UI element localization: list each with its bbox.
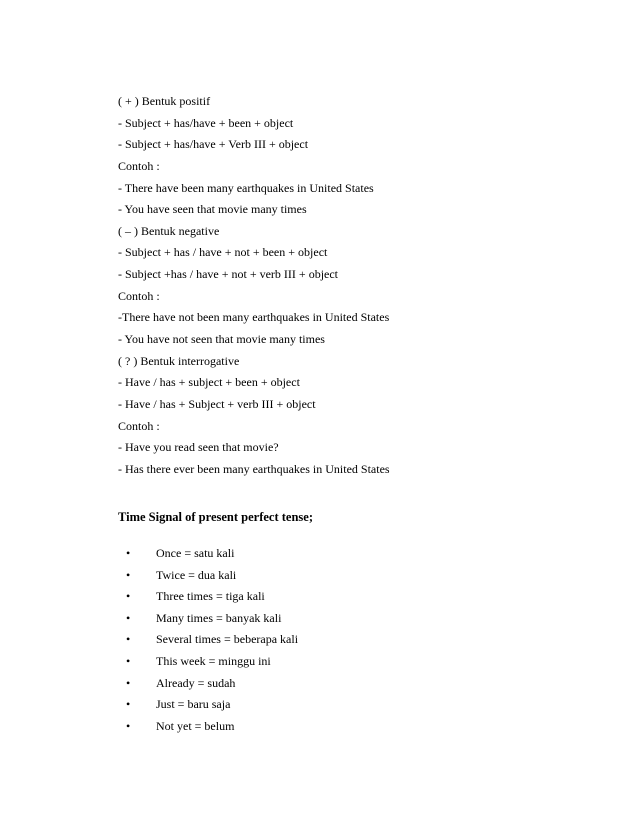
bullet-icon: • <box>126 675 131 690</box>
bullet-icon: • <box>126 718 131 733</box>
list-item <box>126 629 298 651</box>
time-signal-text: Several times = beberapa kali <box>156 632 299 647</box>
time-signal-text: Three times = tiga kali <box>156 589 265 604</box>
negative-form-heading: ( – ) Bentuk negative <box>118 223 220 238</box>
time-signal-text: Many times = banyak kali <box>156 610 282 625</box>
positive-form-heading: ( + ) Bentuk positif <box>118 94 211 108</box>
bullet-icon: • <box>126 589 131 604</box>
list-item <box>126 608 298 630</box>
negative-example-2: - You have not seen that movie many times <box>118 332 325 347</box>
positive-example-1: - There have been many earthquakes in United States <box>118 180 374 195</box>
interrogative-example-1: - Have you read seen that movie? <box>118 440 279 455</box>
negative-formula-been: - Subject + has / have + not + been + object <box>118 245 328 260</box>
bullet-icon: • <box>126 653 131 668</box>
list-item <box>126 651 298 673</box>
negative-formula-verb: - Subject +has / have + not + verb III + object <box>118 267 339 282</box>
time-signal-text: Twice = dua kali <box>156 567 237 582</box>
time-signal-text: Not yet = belum <box>156 718 235 733</box>
bullet-icon: • <box>126 546 131 560</box>
positive-formula-verb: - Subject + has/have + Verb III + object <box>118 137 309 152</box>
positive-example-2: - You have seen that movie many times <box>118 202 307 217</box>
list-item <box>126 565 298 587</box>
positive-example-label: Contoh : <box>118 158 160 173</box>
positive-formula-been: - Subject + has/have + been + object <box>118 115 294 130</box>
time-signal-text: This week = minggu ini <box>156 653 271 668</box>
time-signal-text: Already = sudah <box>156 675 236 690</box>
time-signal-heading: Time Signal of present perfect tense; <box>118 510 313 524</box>
bullet-icon: • <box>126 697 131 712</box>
tense-formula-lines <box>118 91 598 481</box>
list-item <box>126 586 298 608</box>
negative-example-1: -There have not been many earthquakes in United States <box>118 310 390 325</box>
interrogative-formula-verb: - Have / has + Subject + verb III + object <box>118 396 316 411</box>
list-item <box>126 716 298 738</box>
time-signal-text: Just = baru saja <box>156 697 231 712</box>
negative-example-label: Contoh : <box>118 288 160 303</box>
time-signal-list <box>126 543 298 737</box>
list-item <box>126 673 298 695</box>
list-item <box>126 543 298 565</box>
bullet-icon: • <box>126 567 131 582</box>
interrogative-formula-been: - Have / has + subject + been + object <box>118 375 300 390</box>
list-item <box>126 694 298 716</box>
time-signal-text: Once = satu kali <box>156 546 235 560</box>
bullet-icon: • <box>126 610 131 625</box>
bullet-icon: • <box>126 632 131 647</box>
interrogative-form-heading: ( ? ) Bentuk interrogative <box>118 353 240 368</box>
interrogative-example-2: - Has there ever been many earthquakes in United States <box>118 461 390 476</box>
interrogative-example-label: Contoh : <box>118 418 160 433</box>
